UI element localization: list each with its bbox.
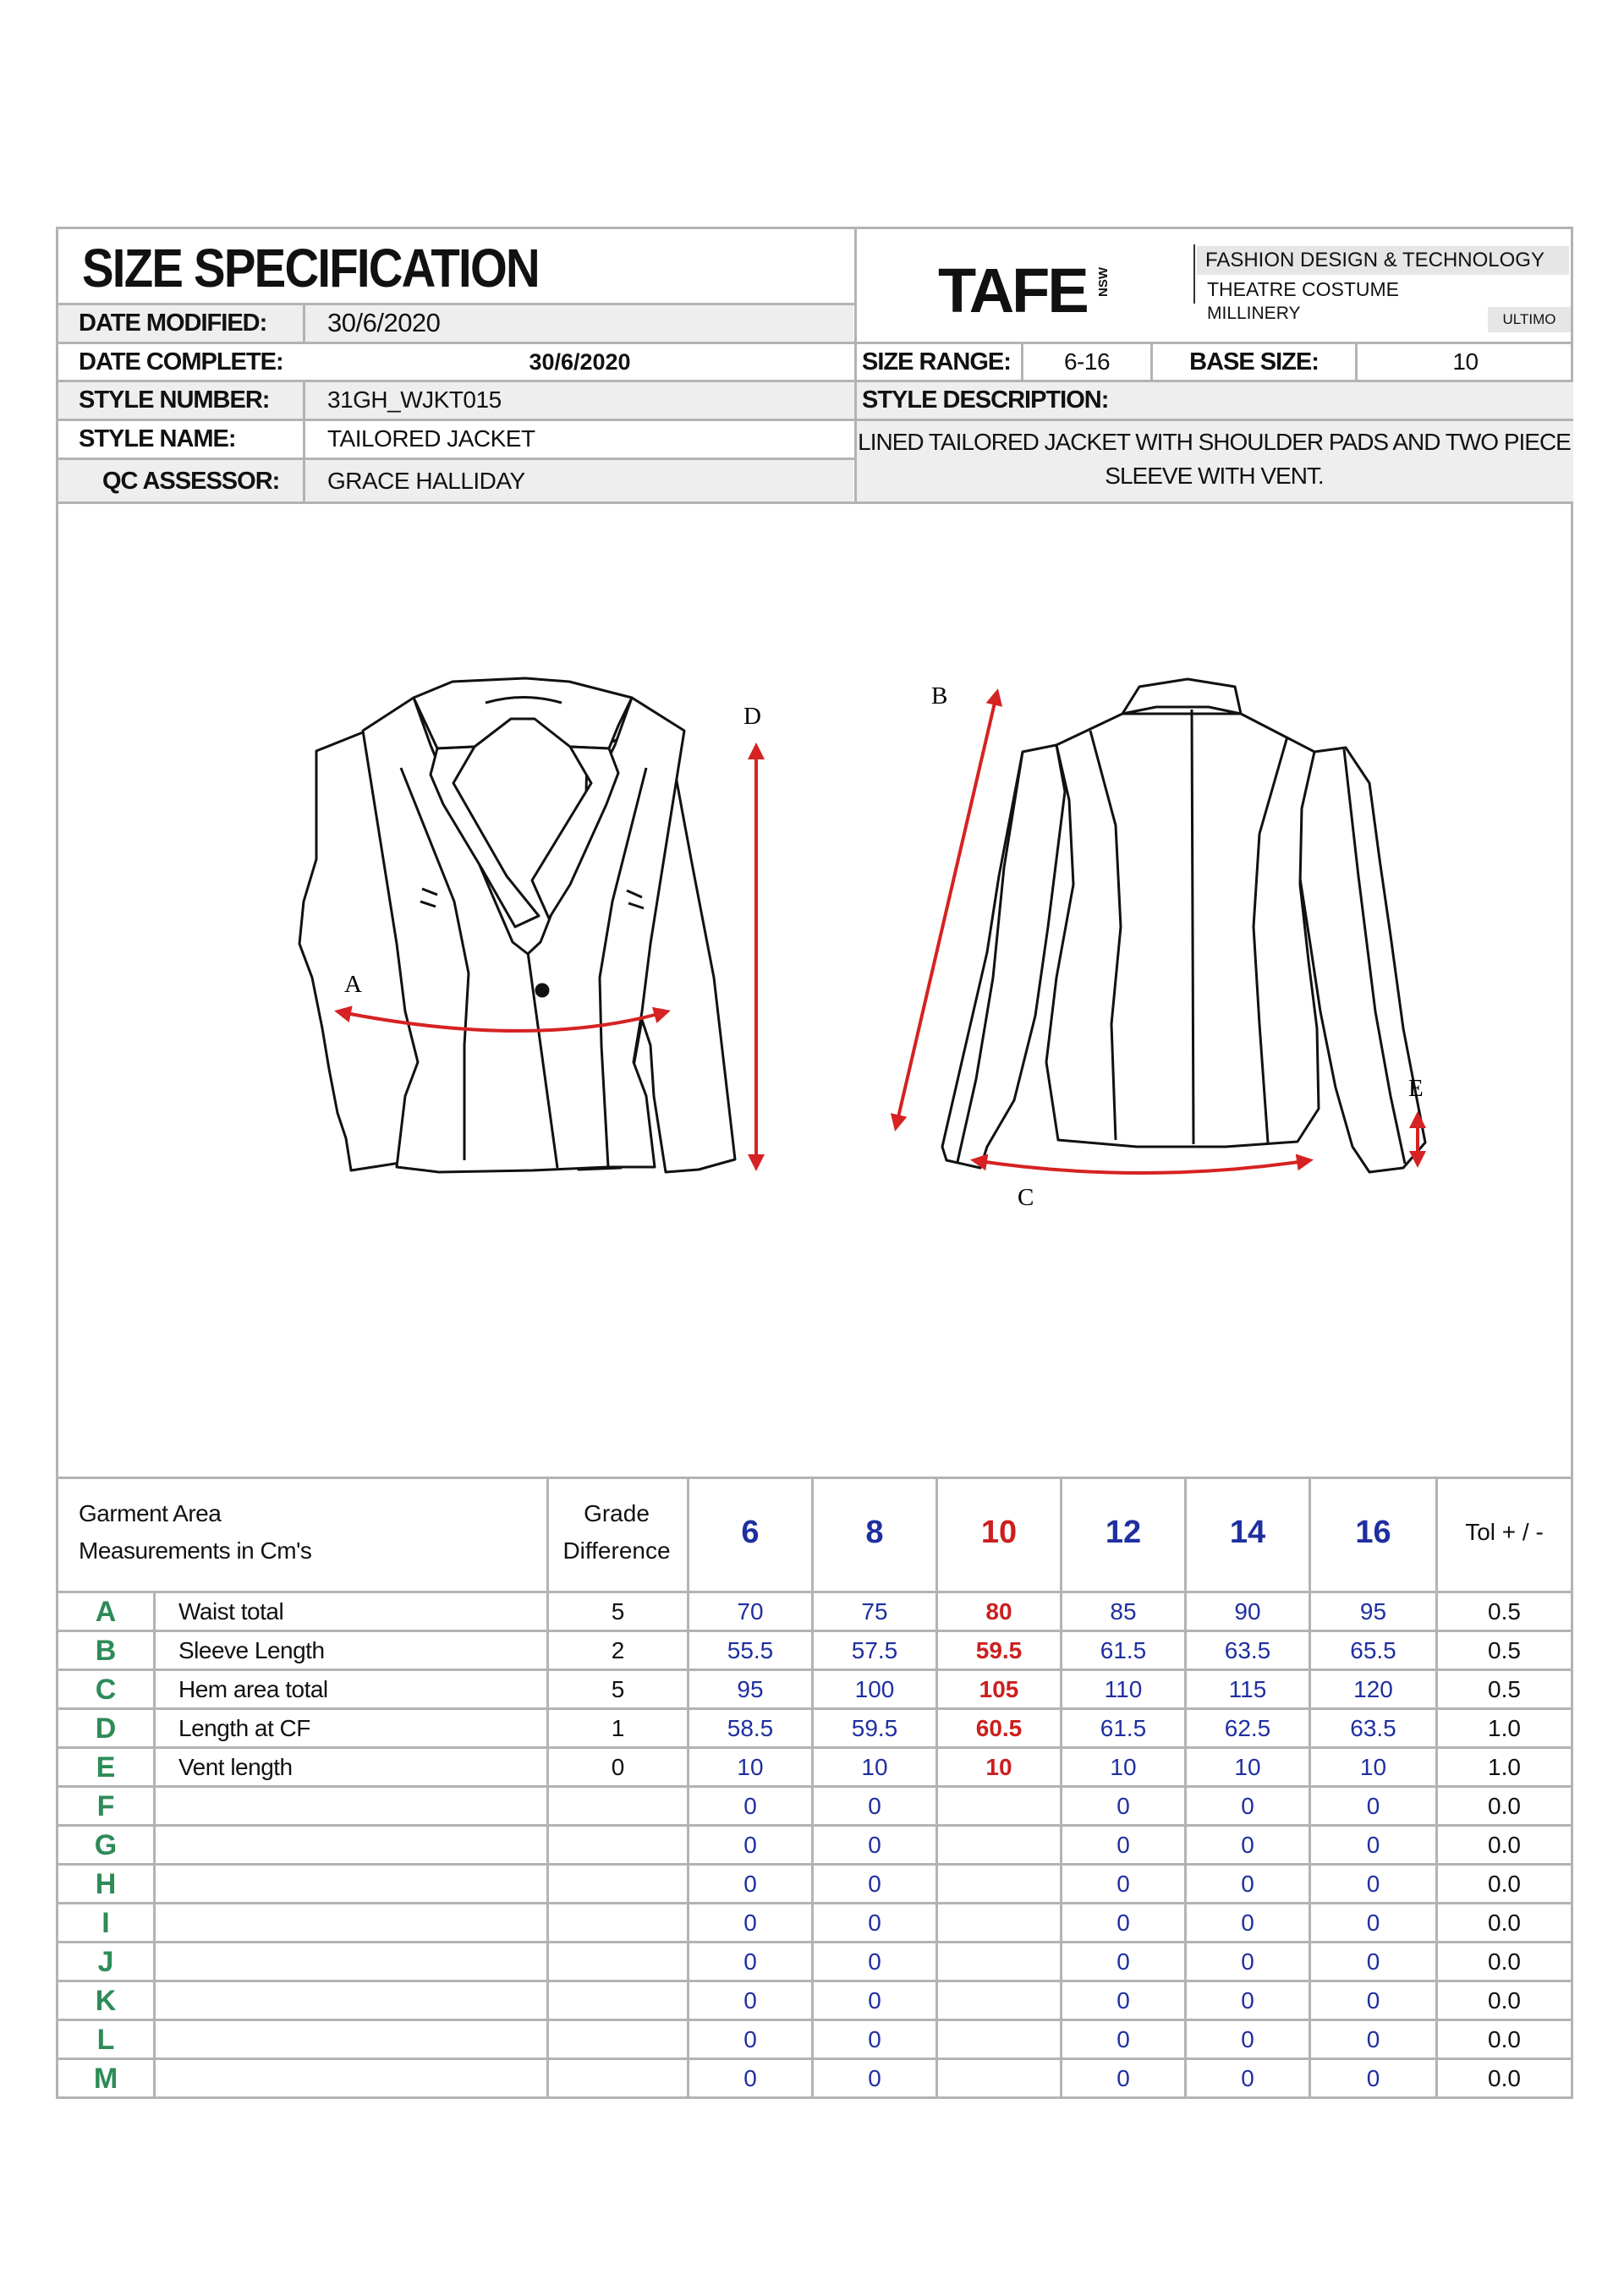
table-gridline — [58, 1630, 1573, 1632]
row-value-size-8: 0 — [868, 1832, 881, 1858]
row-tol: 0.0 — [1488, 1793, 1521, 1819]
style-number-value: 31GH_WJKT015 — [327, 386, 502, 413]
row-value-size-10: 10 — [985, 1754, 1012, 1780]
table-gridline — [1184, 1477, 1187, 2098]
row-area: Sleeve Length — [178, 1637, 325, 1663]
row-tol: 0.5 — [1488, 1637, 1521, 1663]
row-grade: 5 — [611, 1676, 625, 1702]
row-value-size-12: 61.5 — [1100, 1715, 1147, 1741]
row-code: H — [95, 1868, 117, 1900]
jacket-front-sketch — [299, 678, 735, 1172]
row-value-size-12: 110 — [1104, 1676, 1143, 1702]
jacket-back-sketch — [942, 679, 1425, 1172]
row-code: B — [95, 1635, 117, 1667]
row-value-size-14: 62.5 — [1224, 1715, 1271, 1741]
table-gridline — [58, 1785, 1573, 1788]
date-complete-label: DATE COMPLETE: — [79, 348, 283, 375]
table-gridline — [58, 1863, 1573, 1866]
row-code: A — [95, 1596, 117, 1628]
label-c: C — [1018, 1184, 1034, 1211]
row-value-size-8: 59.5 — [851, 1715, 898, 1741]
row-value-size-14: 0 — [1241, 1910, 1254, 1936]
row-value-size-14: 10 — [1234, 1754, 1261, 1780]
row-tol: 1.0 — [1488, 1754, 1521, 1780]
row-value-size-10: 105 — [979, 1676, 1019, 1702]
row-value-size-6: 55.5 — [727, 1637, 774, 1663]
row-value-size-8: 0 — [868, 1910, 881, 1936]
base-size-value: 10 — [1452, 348, 1479, 375]
row-value-size-6: 0 — [743, 1832, 757, 1858]
row-area: Hem area total — [178, 1676, 328, 1702]
row-value-size-6: 0 — [743, 1871, 757, 1897]
page-title: SIZE SPECIFICATION — [82, 238, 539, 299]
table-gridline — [58, 1591, 1573, 1593]
row-area: Length at CF — [178, 1715, 310, 1741]
row-code: M — [93, 2063, 118, 2095]
row-value-size-12: 0 — [1116, 1948, 1130, 1975]
measurement-table — [58, 1477, 1571, 2099]
style-description-line2: SLEEVE WITH VENT. — [1105, 463, 1324, 489]
row-value-size-12: 0 — [1116, 1832, 1130, 1858]
style-description-line1: LINED TAILORED JACKET WITH SHOULDER PADS AND TWO PIECE — [858, 429, 1571, 455]
row-value-size-12: 0 — [1116, 1793, 1130, 1819]
row-tol: 0.0 — [1488, 1948, 1521, 1975]
table-gridline — [546, 1477, 549, 2098]
row-value-size-16: 0 — [1366, 1832, 1380, 1858]
table-gridline — [58, 1669, 1573, 1671]
row-value-size-14: 0 — [1241, 2026, 1254, 2052]
table-gridline — [935, 1477, 938, 2098]
row-value-size-16: 0 — [1366, 1910, 1380, 1936]
row-grade: 0 — [611, 1754, 625, 1780]
row-code: J — [97, 1946, 114, 1978]
row-value-size-8: 0 — [868, 1987, 881, 2014]
row-value-size-12: 0 — [1116, 1910, 1130, 1936]
logo-line3: MILLINERY — [1207, 304, 1301, 323]
table-gridline — [1435, 1477, 1438, 2098]
row-value-size-10: 59.5 — [975, 1637, 1023, 1663]
row-value-size-10: 60.5 — [975, 1715, 1023, 1741]
row-grade: 5 — [611, 1598, 625, 1625]
row-code: C — [95, 1674, 117, 1706]
row-value-size-14: 0 — [1241, 1832, 1254, 1858]
size-spec-sheet — [56, 227, 1573, 2099]
row-grade: 2 — [611, 1637, 625, 1663]
arrow-c-hem — [974, 1160, 1310, 1173]
row-value-size-16: 10 — [1359, 1754, 1387, 1780]
row-value-size-10: 80 — [985, 1598, 1012, 1625]
table-gridline — [1060, 1477, 1062, 2098]
base-size-label: BASE SIZE: — [1189, 348, 1319, 375]
row-tol: 0.5 — [1488, 1598, 1521, 1625]
row-value-size-6: 0 — [743, 1948, 757, 1975]
row-value-size-14: 63.5 — [1224, 1637, 1271, 1663]
size-header-6: 6 — [741, 1515, 760, 1550]
grade-header-line2: Difference — [562, 1537, 671, 1564]
date-complete-value: 30/6/2020 — [529, 349, 631, 375]
row-value-size-16: 0 — [1366, 1987, 1380, 2014]
area-header-line2: Measurements in Cm's — [79, 1537, 312, 1564]
row-value-size-6: 70 — [737, 1598, 764, 1625]
row-value-size-8: 100 — [854, 1676, 895, 1702]
table-gridline — [58, 1941, 1573, 1943]
row-value-size-14: 90 — [1234, 1598, 1261, 1625]
grade-header-line1: Grade — [584, 1500, 650, 1526]
row-value-size-14: 0 — [1241, 2065, 1254, 2091]
row-value-size-6: 58.5 — [727, 1715, 774, 1741]
row-code: I — [102, 1907, 110, 1939]
size-header-10: 10 — [980, 1515, 1018, 1550]
row-value-size-8: 0 — [868, 1871, 881, 1897]
row-tol: 0.5 — [1488, 1676, 1521, 1702]
qc-assessor-value: GRACE HALLIDAY — [327, 468, 525, 494]
row-value-size-14: 0 — [1241, 1793, 1254, 1819]
row-value-size-16: 120 — [1353, 1676, 1393, 1702]
table-gridline — [58, 1902, 1573, 1904]
row-tol: 1.0 — [1488, 1715, 1521, 1741]
row-tol: 0.0 — [1488, 1987, 1521, 2014]
row-value-size-8: 0 — [868, 2065, 881, 2091]
row-value-size-14: 0 — [1241, 1987, 1254, 2014]
table-gridline — [58, 1980, 1573, 1982]
row-value-size-12: 0 — [1116, 2026, 1130, 2052]
table-gridline — [58, 1746, 1573, 1749]
row-value-size-12: 0 — [1116, 2065, 1130, 2091]
row-value-size-6: 10 — [737, 1754, 764, 1780]
table-gridline — [58, 1707, 1573, 1710]
logo-divider — [1193, 244, 1195, 304]
tafe-wordmark: TAFE — [938, 255, 1087, 326]
row-value-size-14: 115 — [1228, 1676, 1267, 1702]
table-gridline — [58, 2058, 1573, 2060]
row-code: E — [96, 1751, 116, 1784]
style-number-row-bg — [58, 381, 1573, 419]
row-code: D — [95, 1712, 117, 1745]
table-gridline — [811, 1477, 814, 2098]
row-value-size-6: 0 — [743, 1793, 757, 1819]
label-d: D — [743, 703, 761, 730]
size-header-12: 12 — [1105, 1515, 1142, 1550]
row-tol: 0.0 — [1488, 1871, 1521, 1897]
row-value-size-12: 0 — [1116, 1987, 1130, 2014]
row-value-size-16: 0 — [1366, 2065, 1380, 2091]
row-code: G — [94, 1829, 118, 1861]
size-range-value: 6-16 — [1063, 348, 1111, 375]
row-value-size-16: 65.5 — [1350, 1637, 1396, 1663]
row-value-size-8: 0 — [868, 2026, 881, 2052]
row-value-size-16: 0 — [1366, 1793, 1380, 1819]
table-gridline — [58, 1477, 1573, 1479]
row-value-size-6: 0 — [743, 2065, 757, 2091]
row-value-size-8: 0 — [868, 1948, 881, 1975]
table-gridline — [58, 2019, 1573, 2021]
row-code: L — [96, 2024, 115, 2056]
table-gridline — [1309, 1477, 1311, 2098]
row-area: Vent length — [178, 1754, 293, 1780]
size-header-16: 16 — [1355, 1515, 1391, 1550]
size-header-8: 8 — [865, 1515, 884, 1550]
row-tol: 0.0 — [1488, 2065, 1521, 2091]
qc-assessor-label: QC ASSESSOR: — [102, 468, 280, 495]
size-header-14: 14 — [1229, 1515, 1266, 1550]
row-code: F — [96, 1790, 115, 1822]
row-value-size-8: 0 — [868, 1793, 881, 1819]
size-range-label: SIZE RANGE: — [862, 348, 1011, 375]
tafe-logo — [938, 244, 1564, 337]
row-value-size-12: 61.5 — [1100, 1637, 1147, 1663]
row-tol: 0.0 — [1488, 2026, 1521, 2052]
table-gridline — [687, 1477, 689, 2098]
area-header-line1: Garment Area — [79, 1500, 222, 1526]
row-code: K — [95, 1985, 117, 2017]
table-gridline — [58, 1824, 1573, 1827]
date-modified-label: DATE MODIFIED: — [79, 310, 267, 337]
style-name-value: TAILORED JACKET — [327, 425, 535, 452]
row-value-size-16: 0 — [1366, 2026, 1380, 2052]
tol-header: Tol + / - — [1465, 1519, 1544, 1545]
row-value-size-6: 0 — [743, 2026, 757, 2052]
nsw-label: NSW — [1096, 267, 1111, 297]
row-value-size-12: 10 — [1110, 1754, 1137, 1780]
logo-line1: FASHION DESIGN & TECHNOLOGY — [1205, 249, 1544, 271]
style-description-label: STYLE DESCRIPTION: — [862, 386, 1109, 414]
row-value-size-6: 0 — [743, 1987, 757, 2014]
row-tol: 0.0 — [1488, 1910, 1521, 1936]
style-number-label: STYLE NUMBER: — [79, 386, 270, 414]
row-value-size-14: 0 — [1241, 1871, 1254, 1897]
style-name-label: STYLE NAME: — [79, 425, 236, 452]
row-value-size-16: 95 — [1359, 1598, 1387, 1625]
campus-badge: ULTIMO — [1488, 307, 1571, 332]
row-tol: 0.0 — [1488, 1832, 1521, 1858]
label-b: B — [931, 682, 948, 710]
date-modified-value: 30/6/2020 — [327, 308, 441, 337]
row-value-size-6: 95 — [737, 1676, 764, 1702]
row-value-size-16: 0 — [1366, 1871, 1380, 1897]
row-value-size-8: 57.5 — [851, 1637, 898, 1663]
row-value-size-16: 0 — [1366, 1948, 1380, 1975]
table-gridline — [153, 1591, 156, 2098]
row-value-size-12: 0 — [1116, 1871, 1130, 1897]
row-value-size-12: 85 — [1110, 1598, 1137, 1625]
row-area: Waist total — [178, 1598, 284, 1625]
row-value-size-6: 0 — [743, 1910, 757, 1936]
label-e: E — [1408, 1075, 1424, 1102]
row-value-size-8: 75 — [861, 1598, 888, 1625]
row-value-size-8: 10 — [861, 1754, 888, 1780]
label-a: A — [344, 971, 362, 998]
row-grade: 1 — [611, 1715, 625, 1741]
row-value-size-16: 63.5 — [1350, 1715, 1396, 1741]
logo-line2: THEATRE COSTUME — [1207, 278, 1400, 300]
row-value-size-14: 0 — [1241, 1948, 1254, 1975]
